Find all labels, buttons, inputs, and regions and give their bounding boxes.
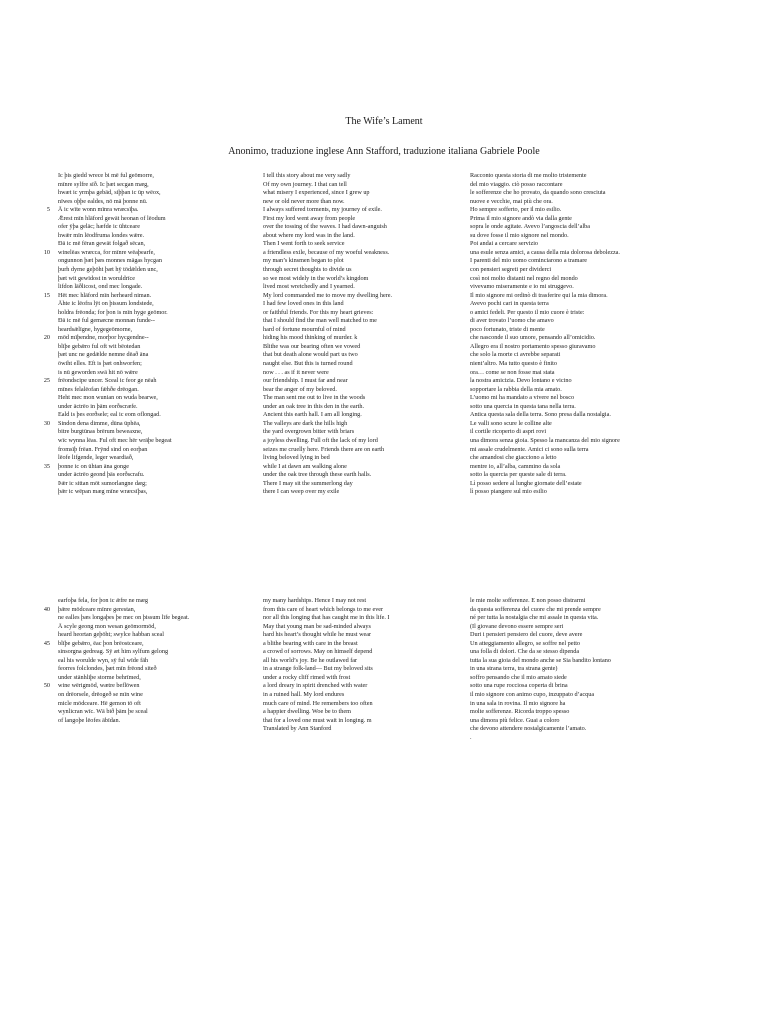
line-number [30,240,50,249]
line-number: 25 [43,377,50,385]
poem-line-old-english: under āctrēo geond þās eorðscrafu. [58,471,145,479]
poem-line-italian: Un atteggiamento allegro, se soffre nel petto [470,639,581,647]
poem-line-old-english: earfoþa fela, for þon ic ǣfre ne mæg [58,597,149,604]
poem-line-italian: Antica questa sala della terra. Sono presa dalla nostalgia. [470,411,611,419]
poem-line-old-english: hwǣr mīn lēodfruma londes wǣre. [58,231,145,239]
poem-line-italian: il mio signore con animo cupo, inzuppato d’acqua [470,691,595,699]
poem-line-english: that but death alone would part us two [263,351,358,359]
poem-line-old-english: Eald is þes eorðsele; eal ic eom oflongad. [58,411,161,419]
line-numbers-page1 [30,172,50,488]
line-number [30,657,50,666]
poem-line-italian: una esule senza amici, a causa della mia dolorosa debolezza. [470,248,620,256]
poem-line-english: The valleys are dark the hills high [263,419,348,427]
poem-line-old-english: of langoþe lēofes ābīdan. [58,716,121,724]
line-number [30,215,50,224]
poem-line-old-english: heardsǣlīgne, hygegeōmorne, [58,325,133,333]
poem-line-italian: né per tutta la nostalgia che mi assale in questa vita. [470,614,599,622]
poem-line-italian: ora… come se non fosse mai stata [470,368,555,376]
line-number [30,266,50,275]
poem-line-italian: soffro pensando che il mio amato siede [470,673,567,681]
poem-line-italian: Il mio signore mi ordinò di trasferire qui la mia dimora. [470,291,608,299]
poem-line-english: that I should find the man well matched to me [263,317,377,325]
poem-line-italian: in una sala in rovina. Il mio signore ha [470,699,566,707]
line-number [30,708,50,717]
poem-line-old-english: is nū geworden swā hit nō wǣre [58,368,138,376]
poem-line-english: new or old never more than now. [263,197,345,205]
line-number [30,394,50,403]
poem-line-old-english: Ā ic wīte wonn mīnra wræcsīþa. [58,206,139,214]
poem-line-english: under a rocky cliff rimed with frost [263,673,351,681]
poem-line-english: about where my lord was in the land. [263,231,355,239]
line-number [30,223,50,232]
poem-line-italian: poco fortunato, triste di mente [470,325,545,333]
poem-line-english: through secret thoughts to divide us [263,266,352,274]
line-number: 50 [43,682,50,690]
poem-line-old-english: lēofe lifgende, leger weardiað, [58,454,134,462]
poem-line-english: lived most wretchedly and I yearned. [263,283,355,291]
poem-line-old-english: þonne ic on ūhtan āna gonge [58,462,129,470]
poem-line-old-english: under stānhliþe storme behrīmed, [58,673,141,681]
poem-line-italian: una dimora senza gioia. Spesso la mancanza del mio signore [470,436,620,444]
poem-line-english: I tell this story about me very sadly [263,172,351,179]
line-number [30,232,50,241]
poem-line-italian: sopra le onde agitate. Avevo l’angoscia dell’alba [470,223,590,231]
poem-line-italian: con pensieri segreti per dividerci [470,266,552,274]
poem-line-english: hard of fortune mournful of mind [263,325,346,333]
poem-line-english: in a ruined hall. My lord endures [263,691,345,699]
poem-line-english: all his world’s joy. Be he outlawed far [263,656,358,664]
poem-line-old-english: Hēt mec hlāford mīn herheard niman. [58,291,152,299]
poem-line-italian: Le valli sono scure le colline alte [470,419,552,427]
line-number: 10 [43,248,50,256]
poem-line-english: a blithe bearing with care in the breast [263,639,358,647]
poem-line-italian: Avevo pochi cari in questa terra [470,300,549,308]
poem-line-english: under the oak tree through these earth halls. [263,471,372,479]
line-number [30,386,50,395]
line-number [30,317,50,326]
poem-line-english: our friendship. I must far and near [263,377,348,385]
poem-line-english: I always suffered torments, my journey of exile. [263,206,382,214]
line-number [30,403,50,412]
poem-line-english: that for a loved one must wait in longing. m [263,716,372,724]
poem-line-english: My lord commanded me to move my dwelling here. [263,291,393,299]
poem-line-italian: molte sofferenze. Ricorda troppo spesso [470,708,570,716]
line-number [30,275,50,284]
line-number [30,189,50,198]
poem-line-italian: Ho sempre sofferto, per il mio esilio. [470,206,562,214]
poem-line-english: a happier dwelling. Woe be to them [263,708,351,716]
old-english-column-page2 [58,597,189,725]
poem-line-italian: sotto una quercia in questa tana nella terra. [470,402,576,410]
poem-line-italian: lì posso piangere sul mio esilio [470,488,547,496]
poem-line-italian: Allegro era il nostro portamento spesso giuravamo [470,342,596,350]
poem-line-old-english: Heht mec mon wunian on wuda bearwe, [58,394,158,402]
poem-line-italian: I parenti del mio uomo cominciarono a tramare [470,257,588,265]
translation-credits: Anonimo, traduzione inglese Ann Stafford, traduzione italiana Gabriele Poole [228,146,540,157]
poem-line-old-english: wīc wynna lēas. Ful oft mec hēr wrāþe begeat [58,436,172,444]
line-number [30,181,50,190]
poem-line-old-english: lifdon lāðlicost, ond mec longade. [58,283,143,291]
poem-line-old-english: blīþe gebǣro ful oft wit bēotedan [58,342,141,350]
poem-line-italian: nient’altro. Ma tutto questo è finito [470,360,557,368]
line-number [30,437,50,446]
poem-title: The Wife’s Lament [345,116,423,127]
poem-line-old-english: þǣr ic wēpan mæg mīne wræcsīþas, [58,488,148,496]
line-number [30,326,50,335]
poem-line-english: Then I went forth to seek service [263,240,345,248]
poem-line-italian: nuove e vecchie, mai più che ora. [470,197,553,205]
poem-line-english: a lord dreary in spirit drenched with water [263,682,368,690]
poem-line-italian: le sofferenze che ho provato, da quando sono cresciuta [470,189,606,197]
line-number [30,428,50,437]
line-number [30,597,50,606]
poem-line-english: bear the anger of my beloved. [263,385,337,393]
poem-line-english: There I may sit the summerlong day [263,479,353,487]
poem-line-italian: sopportare la rabbia della mia amato. [470,385,562,393]
line-number [30,300,50,309]
poem-line-italian: Racconto questa storia di me molto tristemente [470,172,587,179]
poem-line-english: I had few loved ones in this land [263,300,344,308]
poem-line-old-english: ofer ȳþa gelāc; hæfde ic ūhtceare [58,223,140,231]
poem-line-italian: che nasconde il suo umore, pensando all’omicidio. [470,334,596,342]
line-number [30,665,50,674]
poem-line-english: nor all this longing that has caught me in this life. I [263,614,390,622]
poem-line-english: Of my own journey. I that can tell [263,180,347,188]
poem-line-english: my man’s kinsmen began to plot [263,257,344,265]
english-column-page1 [263,172,392,497]
line-number [30,369,50,378]
line-number: 20 [43,334,50,342]
poem-line-italian: che amandosi che giacciono a letto [470,454,557,462]
poem-line-old-english: micle mōdceare. Hē gemon tō oft [58,699,141,707]
line-number [30,198,50,207]
poem-line-italian: del mio viaggio. ciò posso raccontare [470,180,563,188]
line-number: 5 [46,206,50,214]
line-number [30,257,50,266]
english-column-page2 [263,597,389,734]
poem-line-italian: la nostra amicizia. Devo lontano e vicino [470,377,572,385]
poem-line-old-english: Ā scyle geong mon wesan geōmormōd, [58,622,156,630]
poem-line-italian: di aver trovato l’uomo che amavo [470,317,554,325]
poem-line-english: there I can weep over my exile [263,488,340,496]
line-number [30,700,50,709]
line-number: 45 [43,639,50,647]
poem-line-italian: Duri i pensieri pensiero del cuore, deve avere [470,631,583,639]
poem-line-italian: che solo la morte ci avrebbe separati [470,351,561,359]
poem-line-old-english: þurh dyrne geþōht þæt hȳ tōdǣlden unc, [58,266,158,274]
line-number [30,343,50,352]
poem-line-english: The man sent me out to live in the woods [263,394,366,402]
line-number [30,283,50,292]
poem-line-old-english: þæt unc ne gedǣlde nemne dēað āna [58,351,149,359]
poem-line-old-english: under āctrēo in þām eorðscræfe. [58,402,138,410]
poem-line-english: now . . . as if it never were [263,368,329,376]
poem-line-old-english: mīnre sylfre sīð. Ic þæt secgan mæg, [58,180,149,188]
poem-line-english: hiding his mood thinking of murder. k [263,334,358,342]
poem-line-italian: L’uomo mi ha mandato a vivere nel bosco [470,394,575,402]
poem-line-english: a crowd of sorrows. May on himself depend [263,648,373,656]
poem-line-italian: mi assale crudelmente. Amici ci sono sulla terra [470,445,589,453]
poem-line-italian: (Il giovane devono essere sempre seri [470,622,564,630]
poem-line-old-english: þǣre mōdceare mīnre gerestan, [58,605,136,613]
poem-line-english: the yard overgrown bitter with briars [263,428,355,436]
poem-line-old-english: ongunnon þæt þæs monnes māgas hycgan [58,257,162,265]
poem-line-italian: in una strana terra, tra strana gente) [470,665,558,673]
line-numbers-page2 [30,597,50,717]
line-number: 40 [43,605,50,613]
poem-line-english: in a strange folk-land— But my beloved sits [263,665,373,673]
poem-line-italian: Lì posso sedere al lunghe giornate dell’estate [470,479,582,487]
line-number [30,648,50,657]
poem-line-italian: una folla di dolori. Che da se stesso dipenda [470,648,580,656]
line-number [30,454,50,463]
poem-line-old-english: Āhte ic lēofra lȳt on þissum londstede, [58,300,154,308]
poem-line-italian: o amici fedeli. Per questo il mio cuore è triste: [470,308,585,316]
poem-line-old-english: mīnes felalēofan fǣhðe drēogan. [58,385,139,393]
poem-line-old-english: ōwiht elles. Eft is þæt onhworfen; [58,360,142,368]
old-english-column-page1 [58,172,172,497]
poem-line-italian: da questa sofferenza del cuore che mi prende sempre [470,605,601,613]
poem-line-old-english: wine wērigmōd, wætre beflōwen [58,682,140,690]
line-number [30,446,50,455]
line-number [30,614,50,623]
poem-line-old-english: on drēorsele, drēogeð se mīn wine [58,691,143,699]
line-number [30,623,50,632]
line-number [30,351,50,360]
poem-line-old-english: Þǣr ic sittan mōt sumorlangne dæg; [58,479,147,487]
poem-line-english: Translated by Ann Stanford [263,725,332,733]
poem-line-old-english: sinsorgna gedreag. Sȳ æt him sylfum gelong [58,648,169,656]
poem-line-italian: che devono attendere nostalgicamente l’amato. [470,725,587,733]
poem-line-english: a joyless dwelling. Full oft the lack of my lord [263,436,378,444]
poem-line-old-english: feorres folclondes, þæt mīn frēond siteð [58,665,157,673]
poem-line-italian: una dimora più felice. Guai a coloro [470,716,560,724]
poem-line-italian: Prima il mio signore andò via dalla gente [470,214,572,222]
poem-line-old-english: ne ealles þæs longaþes þe mec on þissum līfe begeat. [58,614,190,622]
poem-line-english: much care of mind. He remembers too often [263,699,373,707]
italian-column-page1 [470,172,620,497]
line-number [30,411,50,420]
poem-line-old-english: heard heortan geþōht; swylce habban sceal [58,631,165,639]
poem-line-english: under an oak tree in this den in the earth. [263,402,365,410]
poem-line-english: hard his heart’s thought while he must wear [263,631,372,639]
line-number [30,674,50,683]
poem-line-english: First my lord went away from people [263,214,356,222]
poem-line-english: what misery I experienced, since I grew up [263,189,370,197]
line-number [30,480,50,489]
poem-line-old-english: þæt wit gewīdost in woruldrīce [58,274,135,282]
line-number [30,360,50,369]
poem-line-italian: vivevamo miseramente e io mi struggevo. [470,283,574,291]
poem-line-old-english: Sindon dena dimme, dūna ūphēa, [58,419,141,427]
poem-line-old-english: Ǣrest mīn hlāford gewāt heonan of lēodum [58,214,166,222]
poem-line-english: from this care of heart which belongs to me ever [263,605,384,613]
poem-line-italian: tutta la sua gioia del mondo anche se Sia bandito lontano [470,656,611,664]
poem-line-english: naught else. But this is turned round [263,360,353,368]
line-number: 35 [43,462,50,470]
poem-line-old-english: eal his worulde wyn, sȳ ful wīde fāh [58,656,149,664]
italian-column-page2 [470,597,611,742]
poem-line-english: or faithful friends. For this my heart grieves: [263,308,374,316]
poem-line-italian: su dove fosse il mio signore nel mondo. [470,231,569,239]
line-number [30,172,50,181]
line-number: 30 [43,419,50,427]
poem-line-old-english: fromsīþ frēan. Frȳnd sind on eorþan [58,445,148,453]
poem-line-old-english: Ic þis giedd wrece bi mē ful geōmorre, [58,172,154,179]
poem-line-english: seizes me cruelly here. Friends there are on earth [263,445,385,453]
poem-line-old-english: blīþe gebǣro, ēac þon brēostceare, [58,639,144,647]
poem-line-italian: mentre io, all’alba, cammino da sola [470,462,561,470]
poem-line-english: living beloved lying in bed [263,454,330,462]
poem-line-old-english: frēondscipe uncer. Sceal ic feor ge nēah [58,377,157,385]
poem-line-italian: sotto la quercia per queste sale di terra. [470,471,567,479]
line-number [30,691,50,700]
poem-line-english: May that young man be sad-minded always [263,622,371,630]
poem-line-english: so we most widely in the world’s kingdom [263,274,369,282]
poem-line-old-english: bitre burgtūnas brērum beweaxne, [58,428,143,436]
poem-line-italian: così noi molto distanti nel regno del mondo [470,274,578,282]
poem-line-old-english: Ðā ic mē fēran gewāt folgað sēcan, [58,240,146,248]
poem-line-italian: il cortile ricoperto di aspri rovi [470,428,547,436]
poem-line-old-english: Ðā ic mē ful gemæcne monnan funde-- [58,317,155,325]
poem-line-english: a friendless exile, because of my woeful weakness. [263,248,390,256]
poem-line-english: my many hardships. Hence I may not rest [263,597,367,604]
poem-line-italian: le mie molte sofferenze. E non posso distrarmi [470,597,586,604]
poem-line-old-english: winelēas wræcca, for mīnre wēaþearfe, [58,248,155,256]
poem-line-italian: Poi andai a cercare servizio [470,240,539,248]
poem-line-italian: sotto una rupe rocciosa coperta di brina [470,682,568,690]
poem-line-english: while I at dawn am walking alone [263,462,347,470]
poem-line-italian: . [470,733,472,741]
poem-line-english: Ancient this earth hall. I am all longing. [263,411,362,419]
poem-line-old-english: nīwes oþþe ealdes, nō mā þonne nū. [58,197,148,205]
poem-line-old-english: mōd mīþendne, morþor hycgendne-- [58,334,149,342]
poem-line-english: Blithe was our bearing often we vowed [263,342,361,350]
poem-line-english: over the tossing of the waves. I had dawn-anguish [263,223,387,231]
poem-line-old-english: hwæt ic yrmþa gebād, siþþan ic ūp wēox, [58,189,161,197]
line-number: 15 [43,291,50,299]
line-number [30,309,50,318]
poem-line-old-english: holdra frēonda; for þon is mīn hyge geōmor. [58,308,168,316]
poem-line-old-english: wynlicran wīc. Wā bið þām þe sceal [58,708,148,716]
line-number [30,631,50,640]
line-number [30,471,50,480]
